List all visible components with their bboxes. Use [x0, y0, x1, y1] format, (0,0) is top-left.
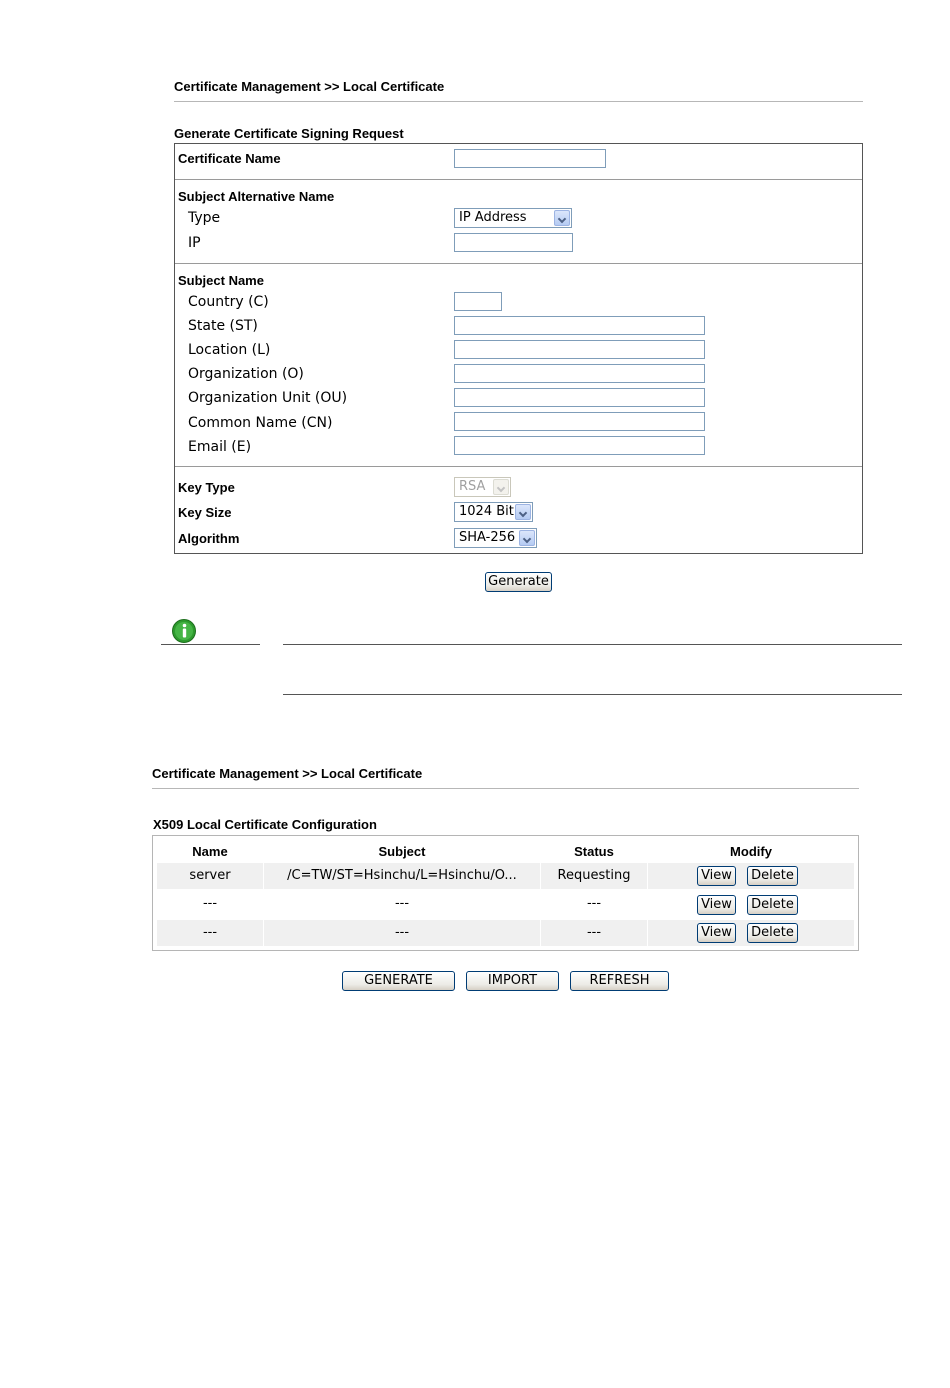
refresh-button[interactable]: REFRESH: [570, 971, 669, 991]
key-size-value: 1024 Bit: [459, 504, 514, 519]
email-label: Email (E): [188, 439, 252, 455]
ip-label: IP: [188, 235, 201, 251]
organization-label: Organization (O): [188, 366, 304, 382]
algorithm-select[interactable]: [454, 528, 537, 548]
certificate-table: [152, 835, 859, 951]
divider: [175, 466, 862, 467]
table-cell-name: ---: [157, 920, 263, 946]
location-input[interactable]: [454, 340, 705, 359]
email-input[interactable]: [454, 436, 705, 455]
certificate-name-input[interactable]: [454, 149, 606, 168]
note-rule-top: [283, 644, 902, 645]
san-label: Subject Alternative Name: [178, 189, 335, 204]
common-name-label: Common Name (CN): [188, 415, 333, 431]
delete-button[interactable]: Delete: [747, 895, 798, 915]
table-cell-status: ---: [541, 891, 647, 917]
view-button[interactable]: View: [697, 895, 736, 915]
column-header-status: Status: [574, 844, 614, 859]
csr-form: [174, 143, 863, 554]
key-type-select: [454, 477, 511, 497]
generate-button[interactable]: Generate: [485, 572, 552, 592]
chevron-down-icon: [554, 210, 570, 226]
location-label: Location (L): [188, 342, 271, 358]
type-select[interactable]: [454, 208, 572, 228]
breadcrumb: Certificate Management >> Local Certificate: [152, 766, 423, 781]
column-header-modify: Modify: [730, 844, 772, 859]
type-select-value: IP Address: [459, 210, 527, 225]
note-underline: [161, 644, 260, 645]
key-type-label: Key Type: [178, 480, 235, 495]
title-divider: [174, 101, 863, 102]
country-label: Country (C): [188, 294, 269, 310]
country-input[interactable]: [454, 292, 502, 311]
ip-input[interactable]: [454, 233, 573, 252]
title-divider: [152, 788, 859, 789]
divider: [175, 263, 862, 264]
subject-name-label: Subject Name: [178, 273, 264, 288]
form-title: Generate Certificate Signing Request: [174, 126, 404, 141]
import-button[interactable]: IMPORT: [466, 971, 559, 991]
key-size-label: Key Size: [178, 505, 232, 520]
table-cell-name: ---: [157, 891, 263, 917]
delete-button[interactable]: Delete: [747, 866, 798, 886]
column-header-subject: Subject: [378, 844, 426, 859]
organization-unit-label: Organization Unit (OU): [188, 390, 348, 406]
note-rule-bottom: [283, 694, 902, 695]
table-cell-subject: ---: [264, 920, 540, 946]
breadcrumb: Certificate Management >> Local Certificate: [174, 79, 445, 94]
algorithm-value: SHA-256: [459, 530, 516, 545]
key-size-select[interactable]: [454, 502, 533, 522]
state-label: State (ST): [188, 318, 258, 334]
certificate-name-label: Certificate Name: [178, 151, 281, 166]
table-cell-subject: ---: [264, 891, 540, 917]
table-cell-name: server: [157, 863, 263, 889]
table-cell-subject: /C=TW/ST=Hsinchu/L=Hsinchu/O...: [264, 863, 540, 889]
table-cell-status: Requesting: [541, 863, 647, 889]
type-label: Type: [188, 210, 221, 226]
view-button[interactable]: View: [697, 923, 736, 943]
chevron-down-icon: [515, 504, 531, 520]
state-input[interactable]: [454, 316, 705, 335]
chevron-down-icon: [493, 479, 509, 495]
common-name-input[interactable]: [454, 412, 705, 431]
info-icon: [171, 618, 197, 644]
table-title: X509 Local Certificate Configuration: [153, 817, 377, 832]
organization-unit-input[interactable]: [454, 388, 705, 407]
generate-certificate-button[interactable]: GENERATE: [342, 971, 455, 991]
key-type-value: RSA: [459, 479, 486, 494]
algorithm-label: Algorithm: [178, 531, 240, 546]
view-button[interactable]: View: [697, 866, 736, 886]
table-cell-status: ---: [541, 920, 647, 946]
delete-button[interactable]: Delete: [747, 923, 798, 943]
column-header-name: Name: [192, 844, 228, 859]
organization-input[interactable]: [454, 364, 705, 383]
chevron-down-icon: [519, 530, 535, 546]
divider: [175, 179, 862, 180]
